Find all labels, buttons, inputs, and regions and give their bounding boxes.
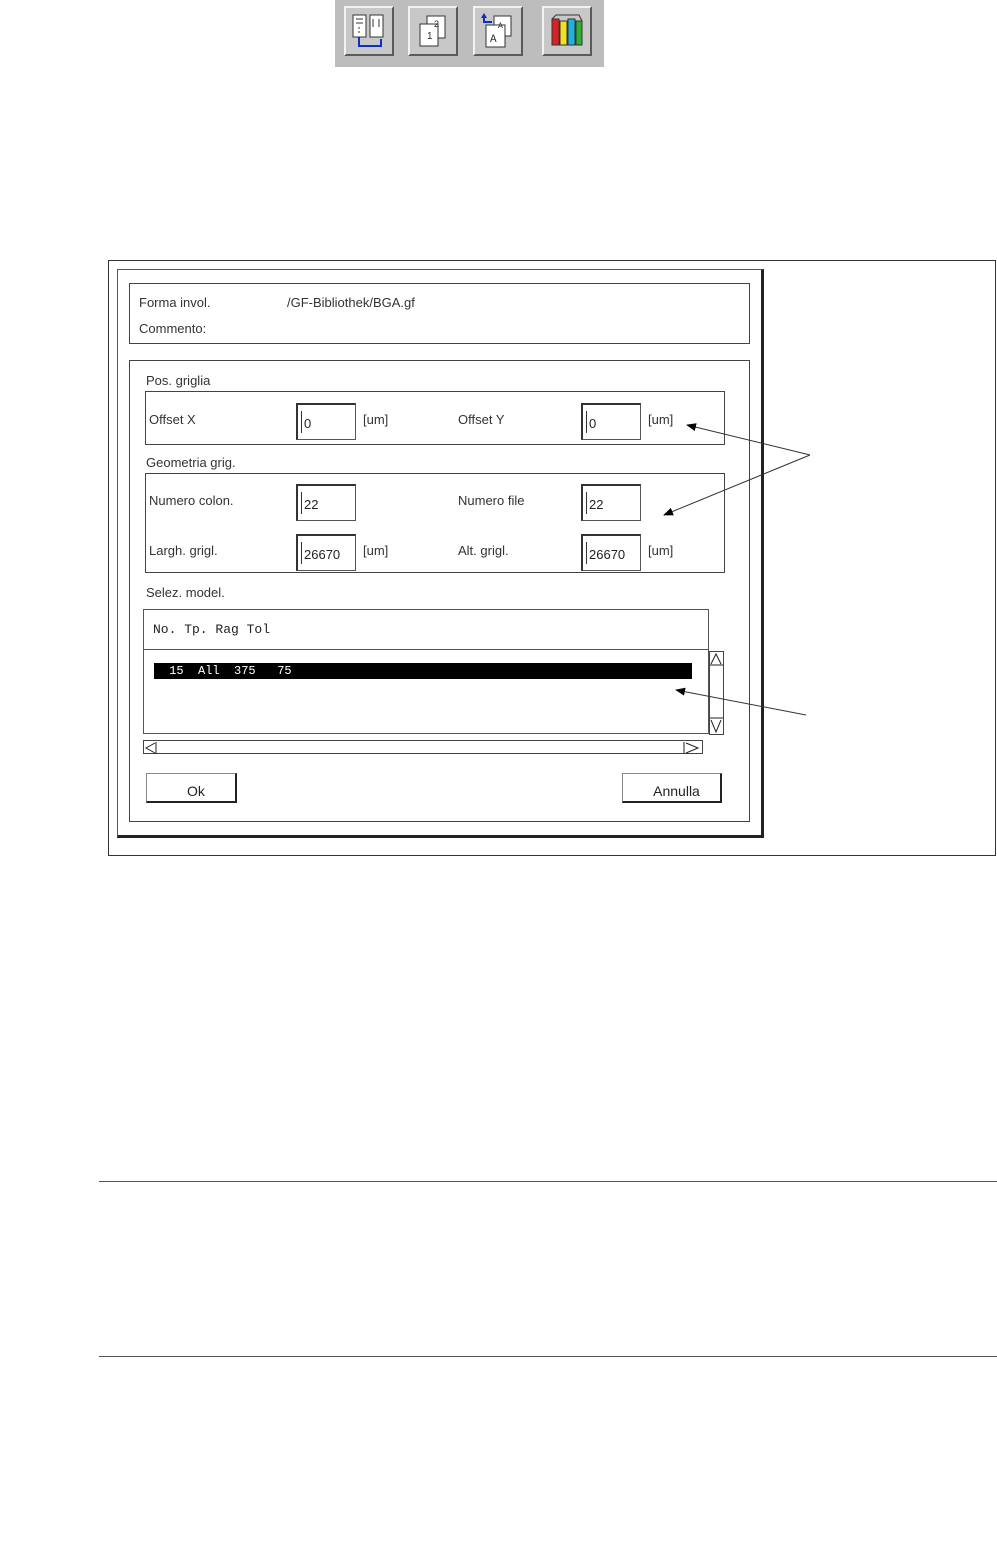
grid-height-label: Alt. grigl. <box>458 543 509 558</box>
grid-height-field[interactable]: 26670 <box>581 534 641 571</box>
svg-text:2: 2 <box>434 19 440 29</box>
offset-y-label: Offset Y <box>458 412 505 427</box>
svg-text:1: 1 <box>427 31 433 42</box>
grid-width-unit: [um] <box>363 543 389 558</box>
callout-arrow-list <box>676 690 806 715</box>
offset-x-field[interactable]: 0 <box>296 403 356 440</box>
model-list-header: No. Tp. Rag Tol <box>144 610 708 650</box>
grid-geometry-title: Geometria grig. <box>146 455 236 470</box>
svg-text:A: A <box>490 34 497 46</box>
columns-label: Numero colon. <box>149 493 234 508</box>
shape-label: Forma invol. <box>139 295 211 310</box>
model-select-title: Selez. model. <box>146 585 225 600</box>
columns-field[interactable]: 22 <box>296 484 356 521</box>
offset-x-unit: [um] <box>363 412 389 427</box>
list-item[interactable]: 15 All 375 75 <box>154 663 692 679</box>
rows-label: Numero file <box>458 493 525 508</box>
callout-arrow-rows <box>664 455 810 515</box>
svg-text:A: A <box>498 22 503 31</box>
divider-rule-top <box>99 1181 997 1182</box>
offset-x-label: Offset X <box>149 412 196 427</box>
grid-width-label: Largh. grigl. <box>149 543 218 558</box>
comment-label: Commento: <box>139 321 207 336</box>
divider-rule-bottom <box>99 1356 997 1357</box>
grid-position-title: Pos. griglia <box>146 373 211 388</box>
grid-height-unit: [um] <box>648 543 674 558</box>
callout-arrow-offset <box>687 425 810 455</box>
offset-y-field[interactable]: 0 <box>581 403 641 440</box>
rows-field[interactable]: 22 <box>581 484 641 521</box>
shape-value: /GF-Bibliothek/BGA.gf <box>287 295 415 310</box>
ok-button[interactable]: Ok <box>146 773 237 803</box>
cancel-button[interactable]: Annulla <box>622 773 722 803</box>
grid-width-field[interactable]: 26670 <box>296 534 356 571</box>
offset-y-unit: [um] <box>648 412 674 427</box>
